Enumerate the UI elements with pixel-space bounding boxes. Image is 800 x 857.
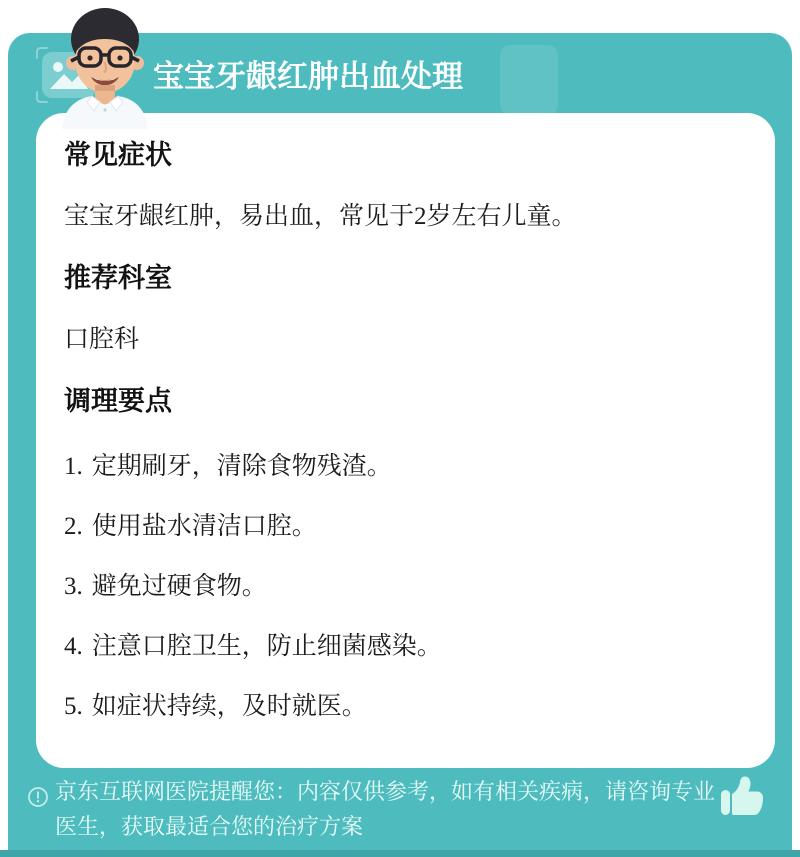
department-text: 口腔科	[64, 326, 140, 353]
bottom-edge	[0, 850, 800, 857]
tips-heading: 调理要点	[64, 386, 172, 416]
watermark-shape	[500, 45, 558, 115]
doctor-avatar	[44, 3, 166, 129]
info-card	[36, 113, 775, 768]
department-heading: 推荐科室	[64, 263, 172, 293]
tip-text: 注意口腔卫生，防止细菌感染。	[91, 632, 442, 660]
thumbs-up-icon[interactable]	[719, 775, 765, 817]
warning-circle-icon	[27, 786, 49, 808]
disclaimer-text: 京东互联网医院提醒您：内容仅供参考，如有相关疾病，请咨询专业医生，获取最适合您的治疗方案	[55, 779, 716, 839]
page-title: 宝宝牙龈红肿出血处理	[153, 59, 463, 94]
tips-list	[64, 453, 745, 720]
tip-text: 使用盐水清洁口腔。	[91, 512, 317, 540]
tip-number: 5.	[64, 693, 83, 720]
tip-number: 2.	[64, 513, 83, 540]
tip-item	[64, 693, 745, 720]
tip-item	[64, 513, 745, 540]
tip-text: 避免过硬食物。	[91, 572, 267, 600]
symptoms-heading: 常见症状	[64, 140, 172, 170]
tip-number: 4.	[64, 633, 83, 660]
tip-text: 定期刷牙，清除食物残渣。	[91, 452, 392, 480]
disclaimer-bar	[0, 768, 800, 850]
tip-item	[64, 453, 745, 480]
tip-number: 3.	[64, 573, 83, 600]
tip-number: 1.	[64, 453, 83, 480]
tip-item	[64, 573, 745, 600]
tip-text: 如症状持续，及时就医。	[91, 692, 367, 720]
symptoms-text: 宝宝牙龈红肿，易出血，常见于2岁左右儿童。	[64, 203, 577, 230]
tip-item	[64, 633, 745, 660]
